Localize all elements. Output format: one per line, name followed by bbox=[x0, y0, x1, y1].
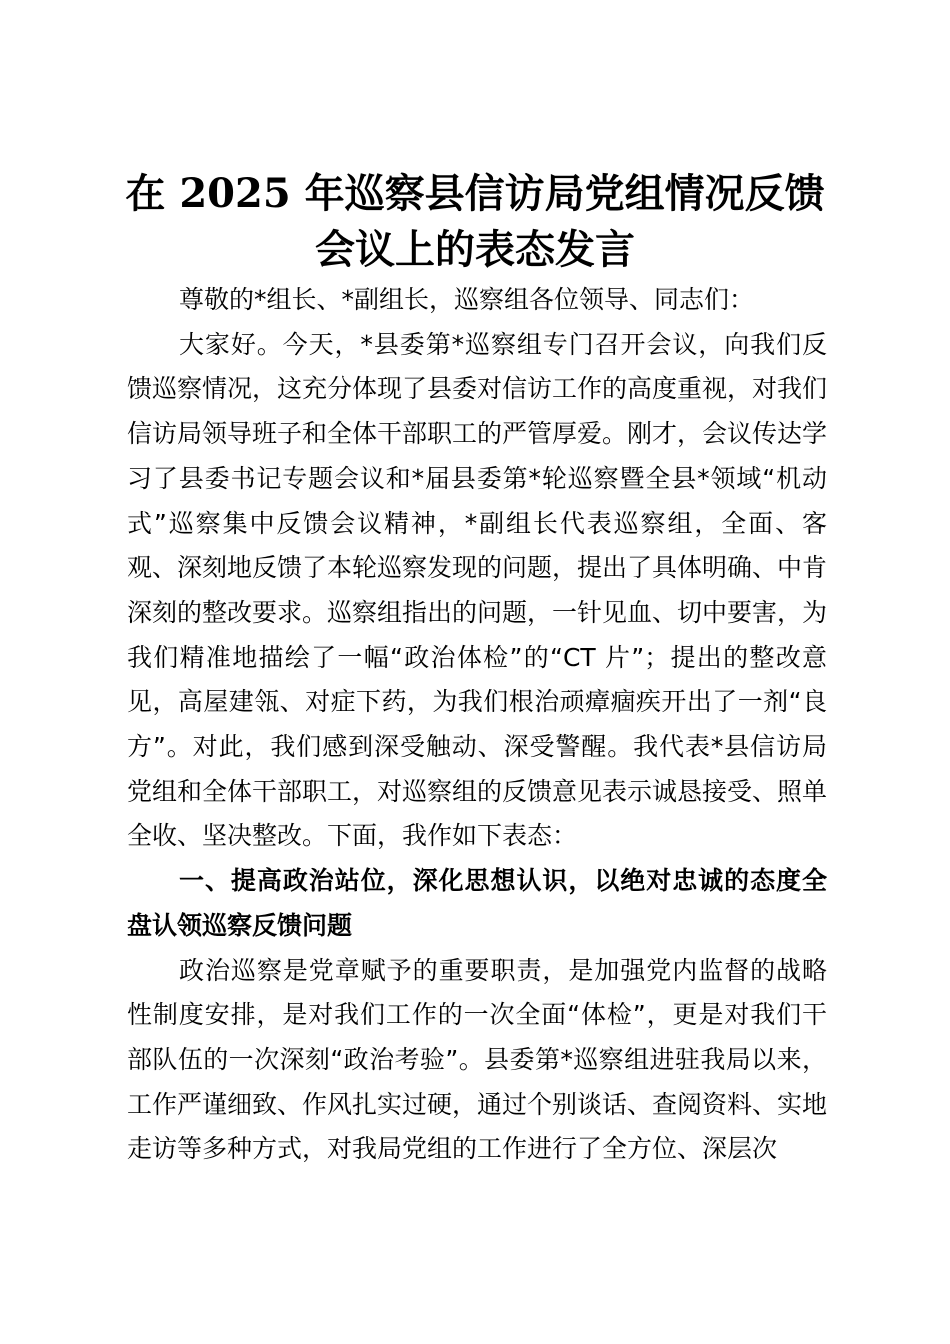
section-heading-1: 一、提高政治站位，深化思想认识，以绝对忠诚的态度全盘认领巡察反馈问题 bbox=[127, 866, 827, 940]
paragraph-section-1: 政治巡察是党章赋予的重要职责，是加强党内监督的战略性制度安排，是对我们工作的一次全面“体检”，更是对我们干部队伍的一次深刻“政治考验”。县委第*巡察组进驻我局以来，工作严谨细致、作风扎实过硬，通过个别谈话、查阅资料、实地走访等多种方式，对我局党组的工作进行了全方位、深层次 bbox=[127, 955, 828, 1164]
salutation: 尊敬的*组长、*副组长，巡察组各位领导、同志们： bbox=[179, 285, 755, 314]
document-body bbox=[127, 278, 827, 1172]
document-title bbox=[120, 166, 830, 278]
title-line-1: 在 2025 年巡察县信访局党组情况反馈 bbox=[125, 170, 825, 217]
paragraph-opening: 大家好。今天，*县委第*巡察组专门召开会议，向我们反馈巡察情况，这充分体现了县委对信访工作的高度重视，对我们信访局领导班子和全体干部职工的严管厚爱。刚才，会议传达学习了县委书记专题会议和*届县委第*轮巡察暨全县*领域“机动式”巡察集中反馈会议精神，*副组长代表巡察组，全面、客观、深刻地反馈了本轮巡察发现的问题，提出了具体明确、中肯深刻的整改要求。巡察组指出的问题，一针见血、切中要害，为我们精准地描绘了一幅“政治体检”的“CT 片”；提出的整改意见，高屋建瓴、对症下药，为我们根治顽瘴痼疾开出了一剂“良方”。对此，我们感到深受触动、深受警醒。我代表*县信访局党组和全体干部职工，对巡察组的反馈意见表示诚恳接受、照单全收、坚决整改。下面，我作如下表态： bbox=[127, 329, 828, 851]
title-line-2: 会议上的表态发言 bbox=[315, 226, 635, 273]
